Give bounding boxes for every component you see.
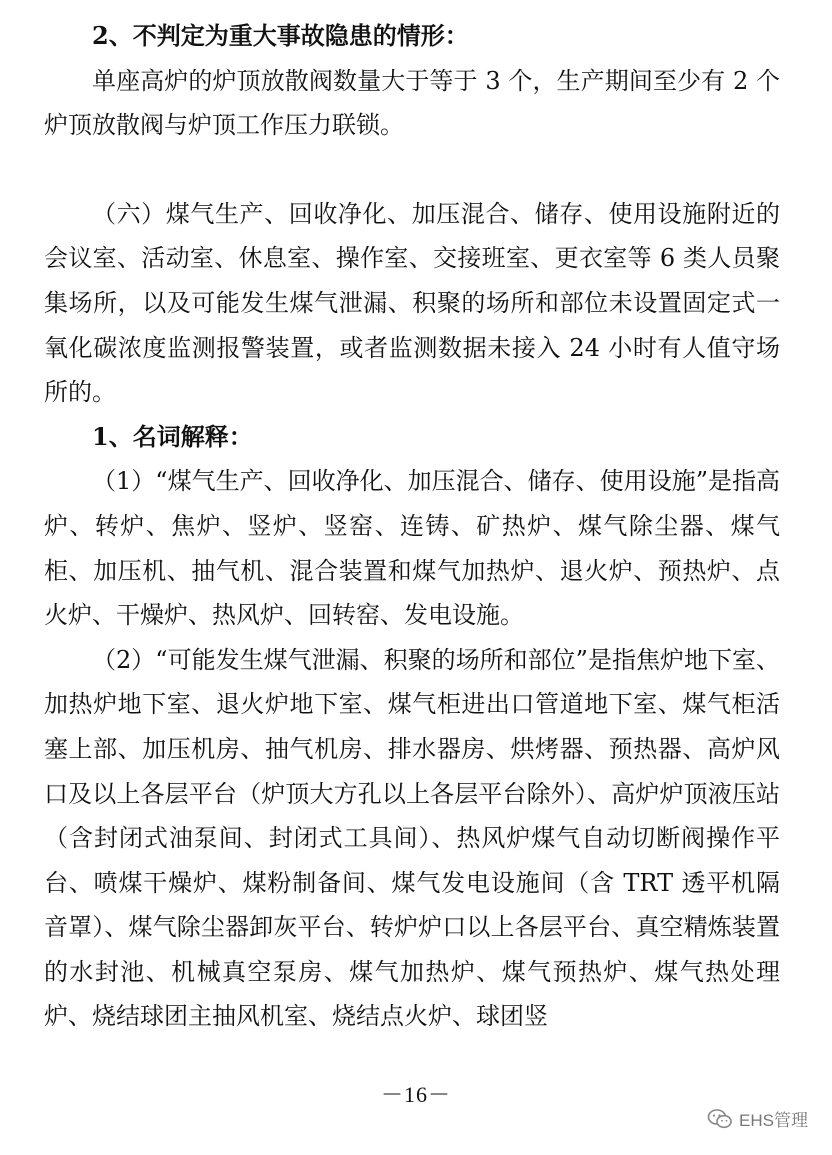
- heading-term-definitions: 1、名词解释：: [92, 421, 253, 451]
- watermark: [707, 1106, 808, 1131]
- paragraph-item-six: （六）煤气生产、回收净化、加压混合、储存、使用设施附近的会议室、活动室、休息室、操作室、交接班室、更衣室等 6 类人员聚集场所，以及可能发生煤气泄漏、积聚的场所和部位未设置固定式一氧化碳浓度监测报警装置，或者监测数据未接入 24 小时有人值守场所的。: [44, 199, 780, 407]
- paragraph-gap: [44, 148, 780, 192]
- paragraph-blast-furnace-valves: 单座高炉的炉顶放散阀数量大于等于 3 个，生产期间至少有 2 个炉顶放散阀与炉顶工作压力联锁。: [44, 66, 780, 140]
- definition-item-1: （1）“煤气生产、回收净化、加压混合、储存、使用设施”是指高炉、转炉、焦炉、竖炉、竖窑、连铸、矿热炉、煤气除尘器、煤气柜、加压机、抽气机、混合装置和煤气加热炉、退火炉、预热炉、点火炉、干燥炉、热风炉、回转窑、发电设施。: [44, 467, 780, 630]
- watermark-text: EHS管理: [739, 1111, 808, 1130]
- document-page: [44, 14, 780, 1039]
- wechat-icon: [707, 1108, 733, 1130]
- definition-item-2: （2）“可能发生煤气泄漏、积聚的场所和部位”是指焦炉地下室、加热炉地下室、退火炉地下室、煤气柜进出口管道地下室、煤气柜活塞上部、加压机房、抽气机房、排水器房、烘烤器、预热器、高炉风口及以上各层平台（炉顶大方孔以上各层平台除外）、高炉炉顶液压站（含封闭式油泵间、封闭式工具间）、热风炉煤气自动切断阀操作平台、喷煤干燥炉、煤粉制备间、煤气发电设施间（含 TRT 透平机隔音罩）、煤气除尘器卸灰平台、转炉炉口以上各层平台、真空精炼装置的水封池、机械真空泵房、煤气加热炉、煤气预热炉、煤气热处理炉、烧结球团主抽风机室、烧结点火炉、球团竖: [44, 645, 780, 1031]
- heading-not-major-hazard: 2、不判定为重大事故隐患的情形：: [92, 21, 469, 50]
- page-number: －16－: [380, 1082, 451, 1107]
